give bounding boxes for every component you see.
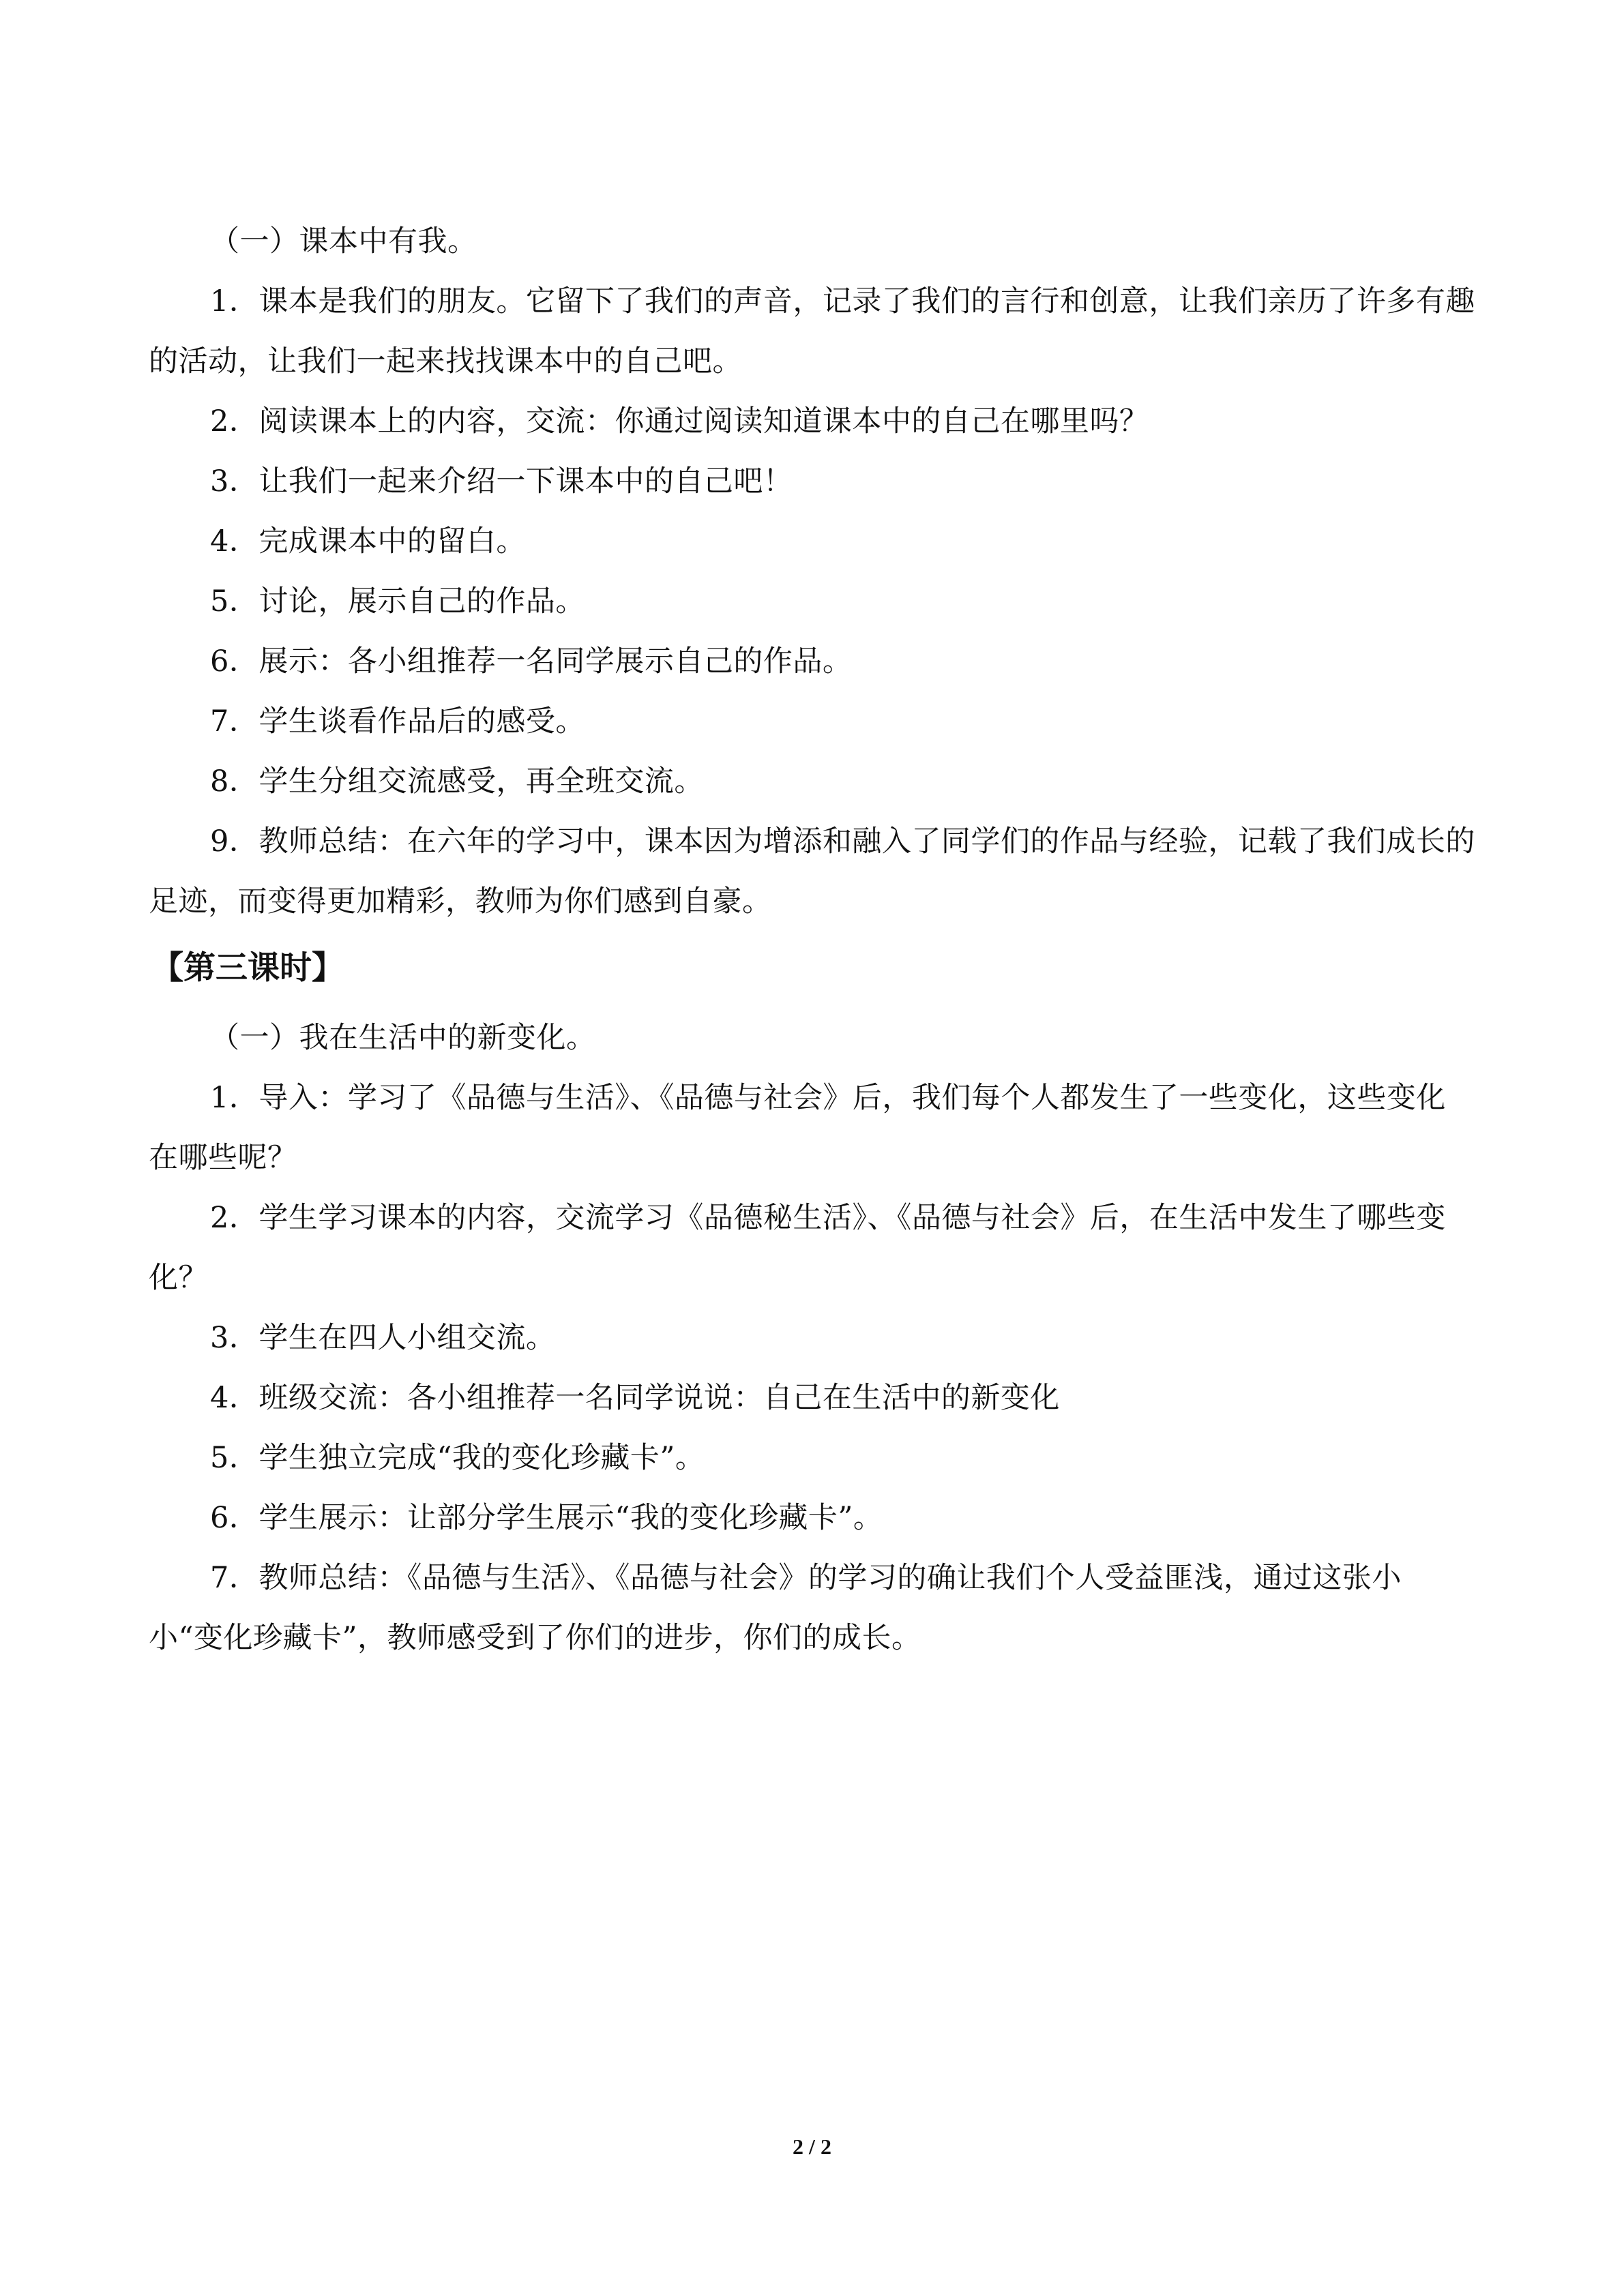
section-heading-third-lesson: 【第三课时】 (151, 949, 344, 987)
section2-item-3: 3．学生在四人小组交流。 (210, 1321, 556, 1355)
section2-item-5: 5．学生独立完成“我的变化珍藏卡”。 (210, 1441, 705, 1475)
section2-intro: （一）我在生活中的新变化。 (210, 1021, 596, 1055)
document-body (149, 211, 1475, 1668)
section1-intro: （一）课本中有我。 (210, 224, 477, 258)
section1-item-4: 4．完成课本中的留白。 (210, 524, 526, 558)
section1-item-9: 9．教师总结：在六年的学习中，课本因为增添和融入了同学们的作品与经验，记载了我们成长的足迹，而变得更加精彩，教师为你们感到自豪。 (149, 824, 1475, 919)
page-number: 2 / 2 (793, 2134, 831, 2159)
section2-item-2: 2．学生学习课本的内容，交流学习《品德秘生活》、《品德与社会》后，在生活中发生了哪些变化？ (149, 1201, 1446, 1295)
section2-item-4: 4．班级交流：各小组推荐一名同学说说：自己在生活中的新变化 (210, 1381, 1060, 1415)
section2-item-6: 6．学生展示：让部分学生展示“我的变化珍藏卡”。 (210, 1501, 883, 1535)
section1-item-7: 7．学生谈看作品后的感受。 (210, 704, 585, 739)
section2-item-7: 7．教师总结：《品德与生活》、《品德与社会》的学习的确让我们个人受益匪浅，通过这张小小“变化珍藏卡”，教师感受到了你们的进步，你们的成长。 (149, 1561, 1402, 1655)
section1-item-6: 6．展示：各小组推荐一名同学展示自己的作品。 (210, 644, 853, 679)
section1-item-3: 3．让我们一起来介绍一下课本中的自己吧！ (210, 464, 793, 498)
section1-item-5: 5．讨论，展示自己的作品。 (210, 584, 585, 618)
section1-item-2: 2．阅读课本上的内容，交流：你通过阅读知道课本中的自己在哪里吗？ (210, 404, 1149, 438)
section1-item-8: 8．学生分组交流感受，再全班交流。 (210, 764, 704, 799)
section1-item-1: 1．课本是我们的朋友。它留下了我们的声音，记录了我们的言行和创意，让我们亲历了许多有趣的活动，让我们一起来找找课本中的自己吧。 (149, 284, 1475, 378)
section2-item-1: 1．导入：学习了《品德与生活》、《品德与社会》后，我们每个人都发生了一些变化，这些变化在哪些呢？ (149, 1081, 1446, 1175)
